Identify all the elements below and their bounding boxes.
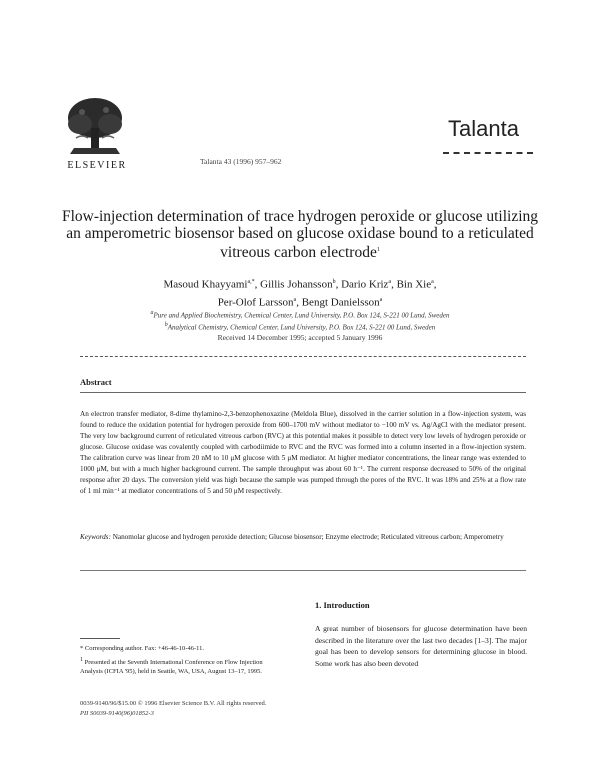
author-affil-mark: a — [388, 279, 392, 285]
affiliation-mark: b — [164, 322, 168, 329]
conference-footnote — [80, 656, 285, 676]
introduction-body: A great number of biosensors for glucose determination have been described in the literature over the last two decades [1–3]. The major goal has been to develop sensors for determining glucose in blood. Some work has also been devoted — [315, 624, 527, 668]
journal-divider — [443, 152, 533, 154]
author-affil-mark: a — [293, 296, 297, 303]
keywords-label: Keywords: — [80, 533, 111, 541]
copyright-block — [80, 699, 320, 719]
author-affil-mark: a — [431, 279, 434, 285]
abstract-body: An electron transfer mediator, 8-dime thylamino-2,3-benzophenoxazine (Meldola Blue), dissolved in the carrier solution in a flow-injection system, was found to reduce the oxidation potential for hydrogen peroxide from 600–1700 mV without mediator to −100 mV vs. Ag/AgCl with the mediator present. The very low background current of reticulated vitreous carbon (RVC) at this potential makes it possible to detect very low levels of hydrogen peroxide or glucose. Glucose oxidase was covalently coupled with carbodiimide to RVC and the RVC was formed into a column inserted in a flow-injection system. The calibration curve was linear from 20 nM to 10 μM glucose with 5 μM mediator. At higher mediator concentrations, the linear range was extended to 1000 μM, but with a much higher background current. The sample throughput was about 60 h⁻¹. The current response decreased to 50% of the original response after 20 days. The conversion yield was high because the sample was pumped through the pores of the RVC. It was 18% and 25% at a flow rate of 1 ml min⁻¹ at mediator concentrations of 5 and 50 μM respectively. — [80, 410, 526, 495]
footnote-divider — [80, 638, 120, 639]
footnote-mark: 1 — [80, 657, 83, 663]
author-name: , Bin Xie — [391, 278, 432, 291]
author-name: Per-Olof Larsson — [217, 296, 294, 309]
author-name: , Gillis Johansson — [254, 278, 333, 291]
affiliation-text: Analytical Chemistry, Chemical Center, Lund University, P.O. Box 124, S-221 00 Lund, Sweden — [167, 323, 436, 332]
affiliation-b — [60, 320, 540, 332]
copyright-line: 0039-9140/96/$15.00 © 1996 Elsevier Science B.V. All rights reserved. — [80, 700, 267, 707]
affiliation-mark: a — [150, 310, 154, 316]
header-divider — [80, 356, 526, 357]
abstract-heading: Abstract — [80, 377, 112, 387]
section-divider — [80, 570, 526, 571]
keywords — [80, 532, 526, 543]
author-name: , Dario Kriz — [335, 278, 389, 291]
author-affil-mark: a — [379, 296, 383, 303]
abstract-divider — [80, 392, 526, 393]
paper-title-text: Flow-injection determination of trace hydrogen peroxide or glucose utilizing an amperometric biosensor based on glucose oxidase bound to a reticulated vitreous carbon electrode — [61, 208, 539, 262]
affiliations — [60, 308, 540, 333]
affiliation-text: Pure and Applied Biochemistry, Chemical Center, Lund University, P.O. Box 124, S-221 00 Lund, Sweden — [153, 311, 450, 320]
publisher-name: ELSEVIER — [67, 160, 127, 171]
title-footnote-mark: 1 — [376, 247, 380, 253]
conference-footnote-text: Presented at the Seventh International Conference on Flow Injection Analysis (ICFIA '95), held in Seattle, WA, USA, August 13–17, 1995. — [80, 659, 263, 676]
author-name: Masoud Khayyami — [163, 278, 248, 291]
affiliation-a — [60, 308, 540, 320]
journal-title: Talanta — [448, 116, 519, 141]
author-affil-mark: b — [332, 279, 336, 285]
received-dates: Received 14 December 1995; accepted 5 January 1996 — [217, 333, 383, 342]
author-affil-mark: a,* — [247, 279, 255, 285]
author-name: , Bengt Danielsson — [296, 296, 380, 309]
author-list: Masoud Khayyami$^{a,*}$, Gillis Johansson$^b$, Dario Kriz$^a$, Bin Xie$^a$, Per-Olof Larsson$^a$, Bengt Danielsson$^a$ — [163, 278, 437, 309]
elsevier-tree-icon — [62, 94, 128, 160]
introduction-heading: 1. Introduction — [315, 600, 370, 610]
paper-title — [60, 208, 540, 261]
keywords-text: Nanomolar glucose and hydrogen peroxide detection; Glucose biosensor; Enzyme electrode; Reticulated vitreous carbon; Amperometry — [112, 533, 504, 541]
journal-citation: Talanta 43 (1996) 957–962 — [200, 157, 282, 166]
pii-line: PII S0039-9140(96)01852-3 — [80, 710, 154, 717]
corresponding-author-footnote: * Corresponding author. Fax: +46-46-10-46-11. — [80, 645, 205, 652]
